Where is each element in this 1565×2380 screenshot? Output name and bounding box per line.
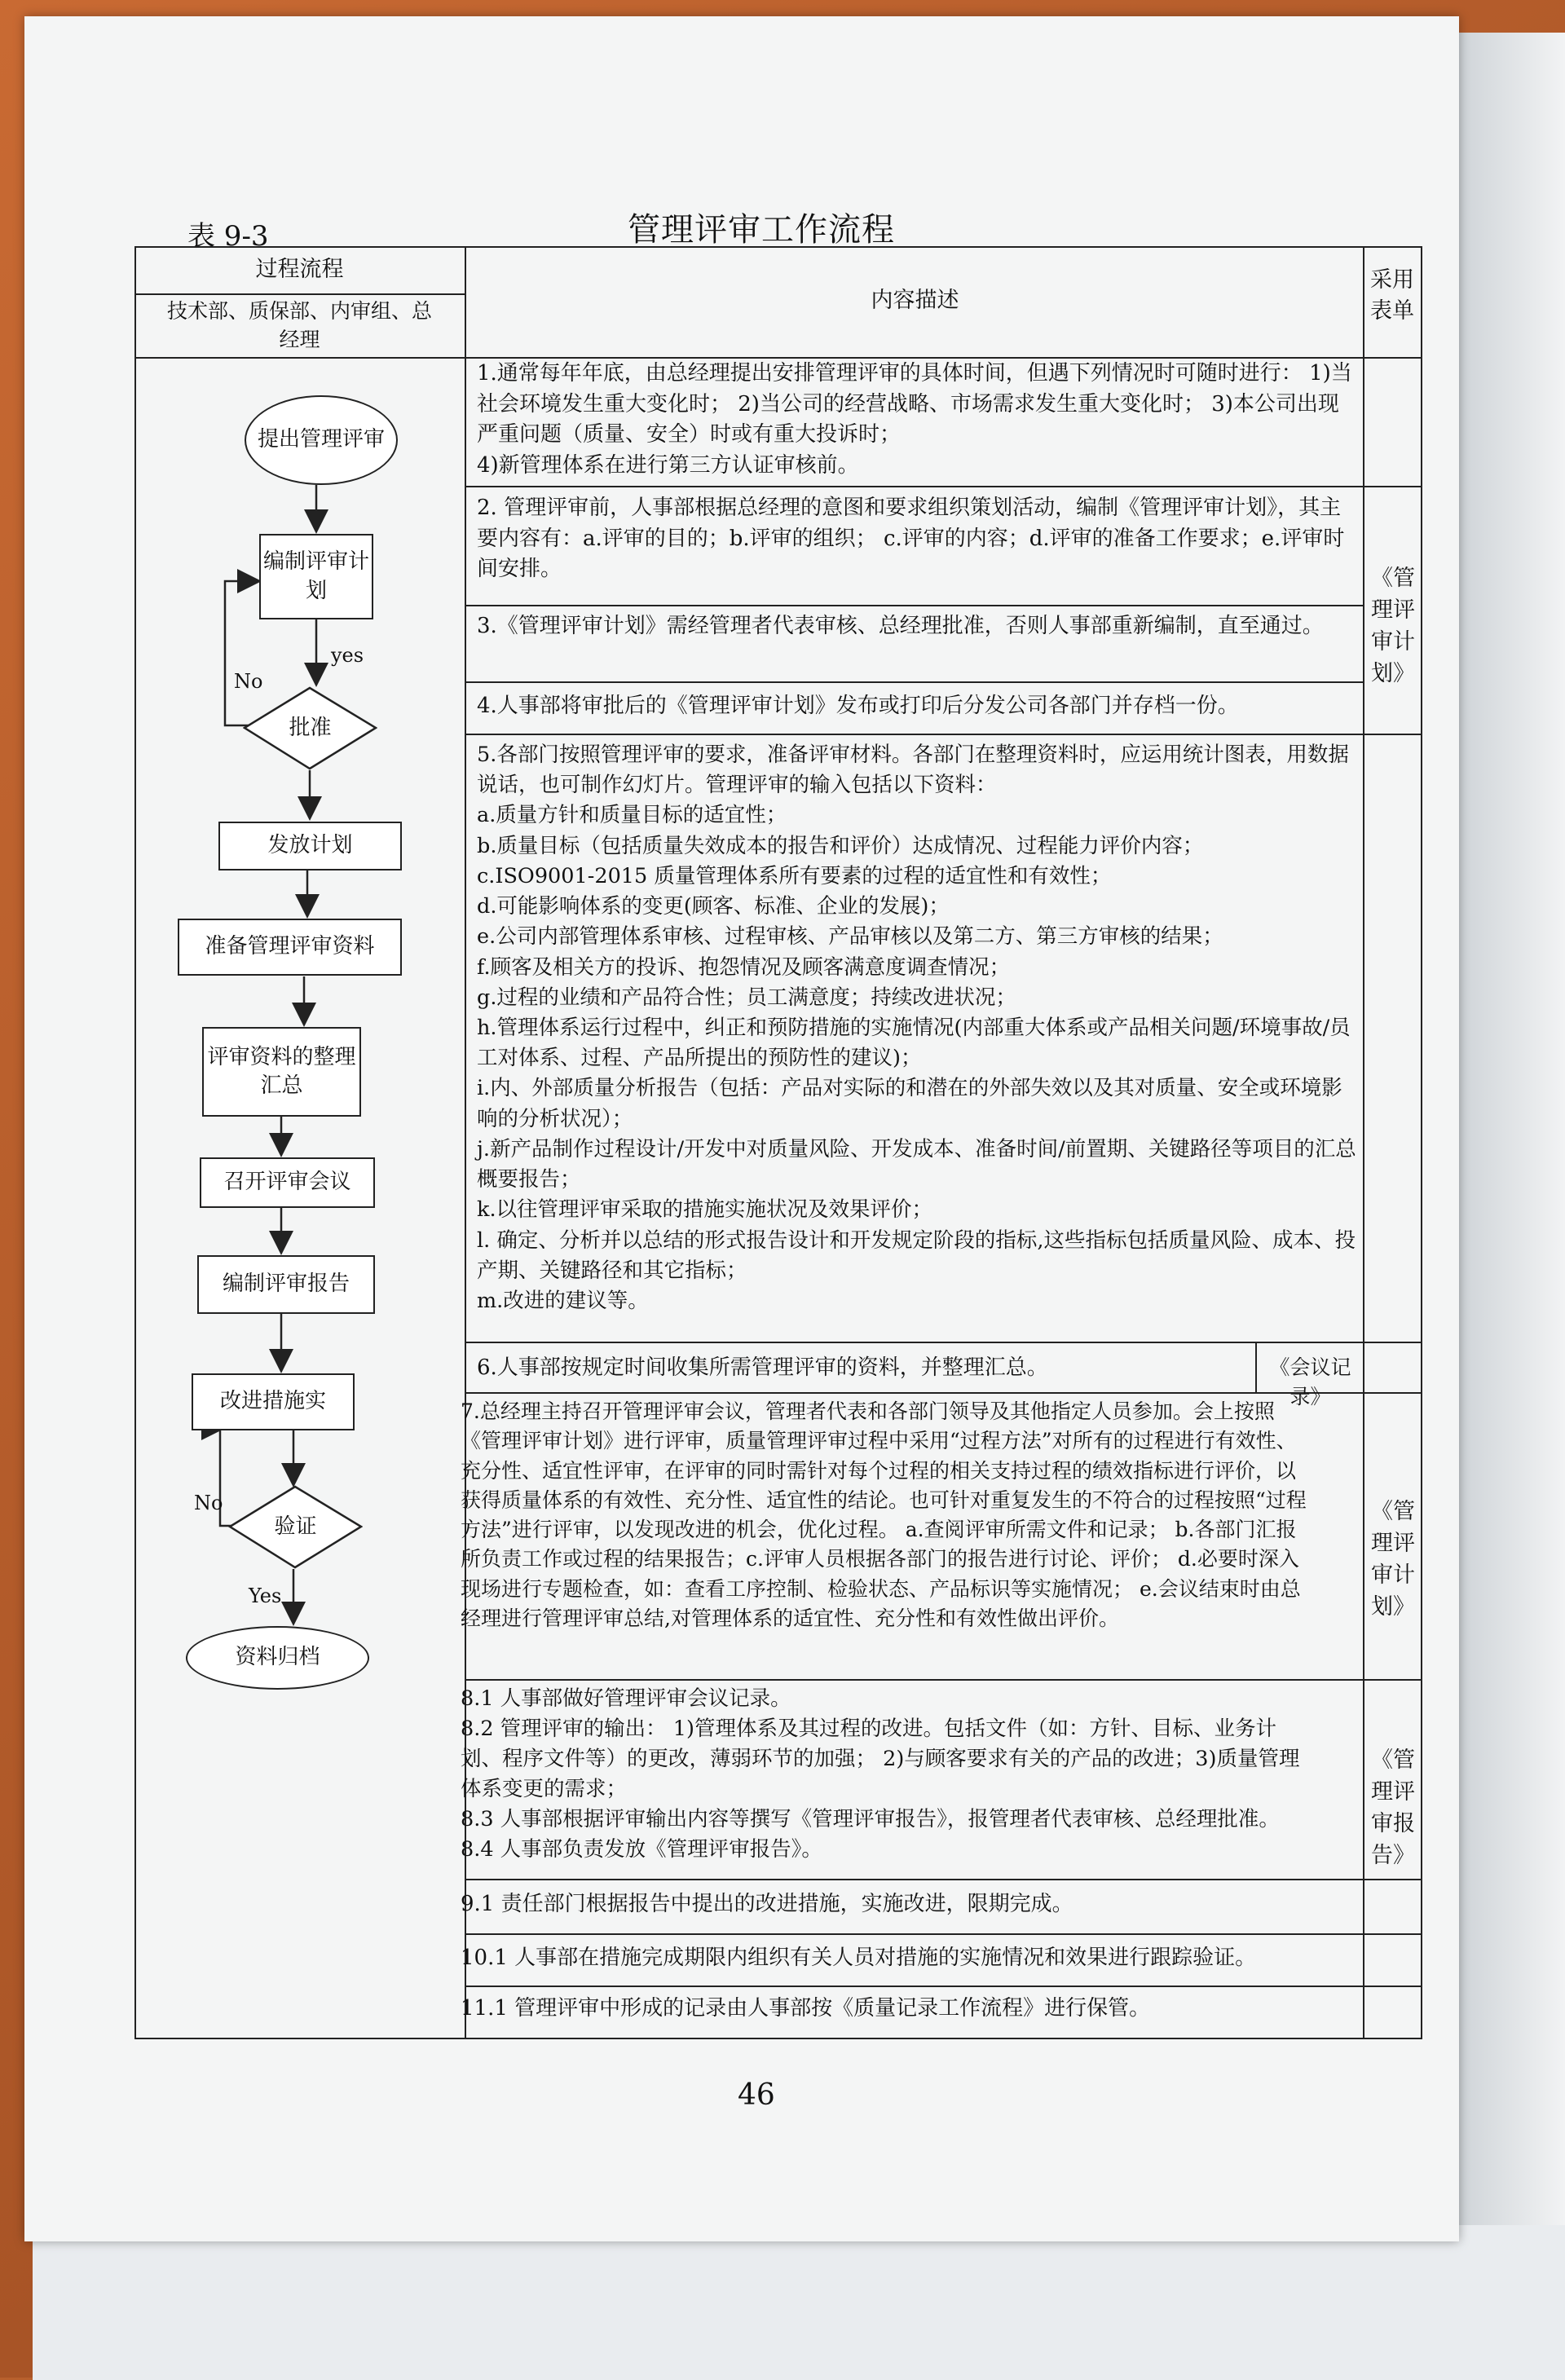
flow-label-no-1: No: [234, 670, 263, 693]
flow-node-prepare-materials: 准备管理评审资料: [178, 919, 402, 976]
col-header-content: 内容描述: [871, 288, 959, 313]
col-header-forms: 采用表单: [1370, 267, 1414, 324]
underlying-page-edge: [1459, 33, 1565, 2233]
flow-node-archive: 资料归档: [186, 1626, 369, 1690]
row-11-text: 11.1 管理评审中形成的记录由人事部按《质量记录工作流程》进行保管。: [461, 1996, 1151, 2021]
page-title: 管理评审工作流程: [628, 211, 895, 249]
flow-label-yes-1: yes: [331, 644, 364, 667]
form-plan-2: 《管理评审计划》: [1371, 1499, 1415, 1620]
flow-node-draft-report: 编制评审报告: [197, 1255, 375, 1314]
page-number: 46: [738, 2078, 775, 2112]
flow-node-propose-review: 提出管理评审: [245, 395, 398, 485]
row-6-text: 6.人事部按规定时间收集所需管理评审的资料，并整理汇总。: [477, 1355, 1048, 1380]
table-label: 表 9-3: [187, 220, 269, 253]
col-header-process: 过程流程: [255, 257, 344, 282]
flow-label-yes-2: Yes: [249, 1584, 282, 1607]
flow-node-draft-plan: 编制评审计划: [259, 534, 373, 619]
row-7-text: 7.总经理主持召开管理评审会议，管理者代表和各部门领导及其他指定人员参加。会上按照《管理评审计划》进行评审，质量管理评审过程中采用“过程方法”对所有的过程进行有效性、充分性、适宜性评审，在评审的同时需针对每个过程的相关支持过程的绩效指标进行评价，以获得质量体系的有效性、充分性、适宜性的结论。也可针对重复发生的不符合的过程按照“过程方法”进行评审，以发现改进的机会，优化过程。 a.查阅评审所需文件和记录； b.各部门汇报所负责工作或过程的结果报告；c.评审人员根据各部门的报告进行讨论、评价； d.必要时深入现场进行专题检查，如：查看工序控制、检验状态、产品标识等实施情况； e.会议结束时由总经理进行管理评审总结,对管理体系的适宜性、充分性和有效性做出评价。: [461, 1399, 1307, 1630]
flow-node-verify-label: 验证: [274, 1514, 317, 1539]
form-meeting-record: 《会议记录》: [1269, 1355, 1351, 1409]
flow-label-no-2: No: [194, 1492, 223, 1514]
flow-node-compile-materials: 评审资料的整理汇总: [202, 1027, 361, 1117]
row-5-text: 5.各部门按照管理评审的要求，准备评审材料。各部门在整理资料时，应运用统计图表，用数据说话，也可制作幻灯片。管理评审的输入包括以下资料： a.质量方针和质量目标的适宜性； b.质量目标（包括质量失效成本的报告和评价）达成情况、过程能力评价内容； c.ISO9001-2015 质量管理体系所有要素的过程的适宜性和有效性； d.可能影响体系的变更(顾客、标准、企业的发展)； e.公司内部管理体系审核、过程审核、产品审核以及第二方、第三方审核的结果； f.顾客及相关方的投诉、抱怨情况及顾客满意度调查情况； g.过程的业绩和产品符合性；员工满意度；持续改进状况； h.管理体系运行过程中，纠正和预防措施的实施情况(内部重大体系或产品相关问题/环境事故/员工对体系、过程、产品所提出的预防性的建议)； i.内、外部质量分析报告（包括：产品对实际的和潜在的外部失效以及其对质量、安全或环境影响的分析状况）； j.新产品制作过程设计/开发中对质量风险、开发成本、准备时间/前置期、关键路径等项目的汇总概要报告； k.以往管理评审采取的措施实施状况及效果评价； l. 确定、分析并以总结的形式报告设计和开发规定阶段的指标,这些指标包括质量风险、成本、投产期、关键路径和其它指标； m.改进的建议等。: [477, 743, 1356, 1313]
flow-node-improvement: 改进措施实: [192, 1373, 355, 1430]
flow-node-issue-plan: 发放计划: [218, 822, 402, 870]
col-header-depts: 技术部、质保部、内审组、总经理: [166, 299, 432, 351]
column-divider: [1363, 246, 1364, 2039]
flow-node-approve-label: 批准: [289, 715, 332, 740]
flow-node-hold-meeting: 召开评审会议: [200, 1157, 375, 1208]
form-plan-1: 《管理评审计划》: [1371, 566, 1415, 687]
row-4-text: 4.人事部将审批后的《管理评审计划》发布或打印后分发公司各部门并存档一份。: [477, 694, 1239, 718]
row-3-text: 3.《管理评审计划》需经管理者代表审核、总经理批准，否则人事部重新编制，直至通过。: [477, 614, 1324, 638]
row-1-text: 1.通常每年年底，由总经理提出安排管理评审的具体时间，但遇下列情况时可随时进行： 1)当社会环境发生重大变化时； 2)当公司的经营战略、市场需求发生重大变化时； 3)本公司出现严重问题（质量、安全）时或有重大投诉时； 4)新管理体系在进行第三方认证审核前。: [477, 361, 1352, 478]
row-8-text: 8.1 人事部做好管理评审会议记录。 8.2 管理评审的输出： 1)管理体系及其过程的改进。包括文件（如：方针、目标、业务计划、程序文件等）的更改，薄弱环节的加强； 2)与顾客要求有关的产品的改进；3)质量管理体系变更的需求； 8.3 人事部根据评审输出内容等撰写《管理评审报告》，报管理者代表审核、总经理批准。 8.4 人事部负责发放《管理评审报告》。: [461, 1686, 1300, 1862]
row-10-text: 10.1 人事部在措施完成期限内组织有关人员对措施的实施情况和效果进行跟踪验证。: [461, 1946, 1257, 1970]
row-2-text: 2. 管理评审前，人事部根据总经理的意图和要求组织策划活动，编制《管理评审计划》，其主要内容有：a.评审的目的；b.评审的组织； c.评审的内容；d.评审的准备工作要求；e.评审时间安排。: [477, 496, 1345, 582]
header-subdivider: [134, 293, 465, 295]
row-9-text: 9.1 责任部门根据报告中提出的改进措施，实施改进，限期完成。: [461, 1892, 1073, 1916]
underlying-sheets: [33, 2225, 1565, 2380]
form-review-report: 《管理评审报告》: [1371, 1748, 1415, 1869]
